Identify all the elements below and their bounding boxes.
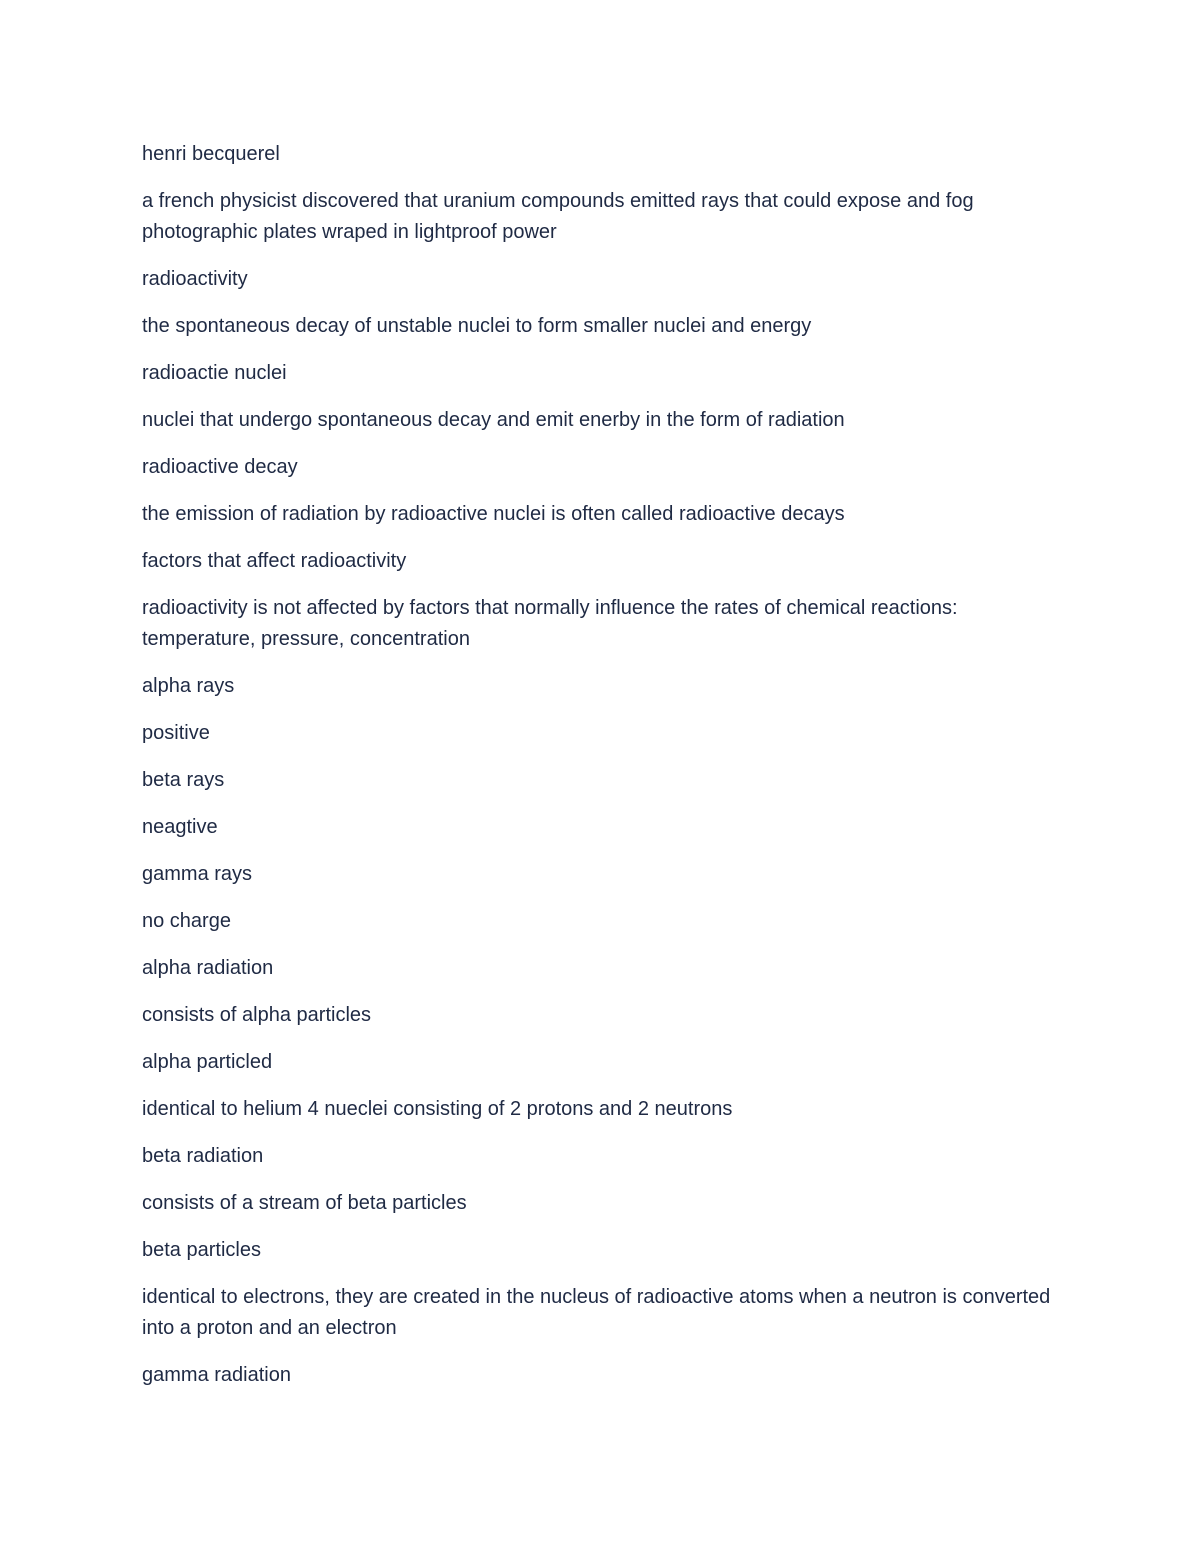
term-alpha-particles: alpha particled: [142, 1051, 273, 1073]
definition-beta-particles: identical to electrons, they are created in the nucleus of radioactive atoms when a neutron is converted into a proton and an electron: [142, 1286, 1051, 1339]
term-gamma-rays: gamma rays: [142, 863, 253, 885]
definition-alpha-radiation: consists of alpha particles: [142, 1004, 372, 1026]
term-beta-rays: beta rays: [142, 769, 225, 791]
term-factors-radioactivity: factors that affect radioactivity: [142, 550, 407, 572]
definition-beta-radiation: consists of a stream of beta particles: [142, 1192, 467, 1214]
term-radioactive-decay: radioactive decay: [142, 456, 298, 478]
term-henri-becquerel: henri becquerel: [142, 143, 280, 165]
definition-henri-becquerel: a french physicist discovered that uranium compounds emitted rays that could expose and fog photographic plates wraped in lightproof power: [142, 190, 974, 243]
term-beta-radiation: beta radiation: [142, 1145, 264, 1167]
definition-radioactive-decay: the emission of radiation by radioactive nuclei is often called radioactive decays: [142, 503, 845, 525]
term-alpha-rays: alpha rays: [142, 675, 235, 697]
definition-beta-rays: neagtive: [142, 816, 218, 838]
definition-alpha-rays: positive: [142, 722, 210, 744]
term-beta-particles: beta particles: [142, 1239, 261, 1261]
definition-factors-radioactivity: radioactivity is not affected by factors that normally influence the rates of chemical reactions: temperature, pressure, concentration: [142, 597, 958, 650]
definition-radioactive-nuclei: nuclei that undergo spontaneous decay and emit enerby in the form of radiation: [142, 409, 845, 431]
definition-gamma-rays: no charge: [142, 910, 231, 932]
document-body: [142, 139, 1062, 1407]
term-radioactivity: radioactivity: [142, 268, 248, 290]
term-alpha-radiation: alpha radiation: [142, 957, 274, 979]
definition-alpha-particles: identical to helium 4 nueclei consisting of 2 protons and 2 neutrons: [142, 1098, 733, 1120]
term-radioactive-nuclei: radioactie nuclei: [142, 362, 287, 384]
term-gamma-radiation: gamma radiation: [142, 1364, 291, 1386]
definition-radioactivity: the spontaneous decay of unstable nuclei to form smaller nuclei and energy: [142, 315, 812, 337]
